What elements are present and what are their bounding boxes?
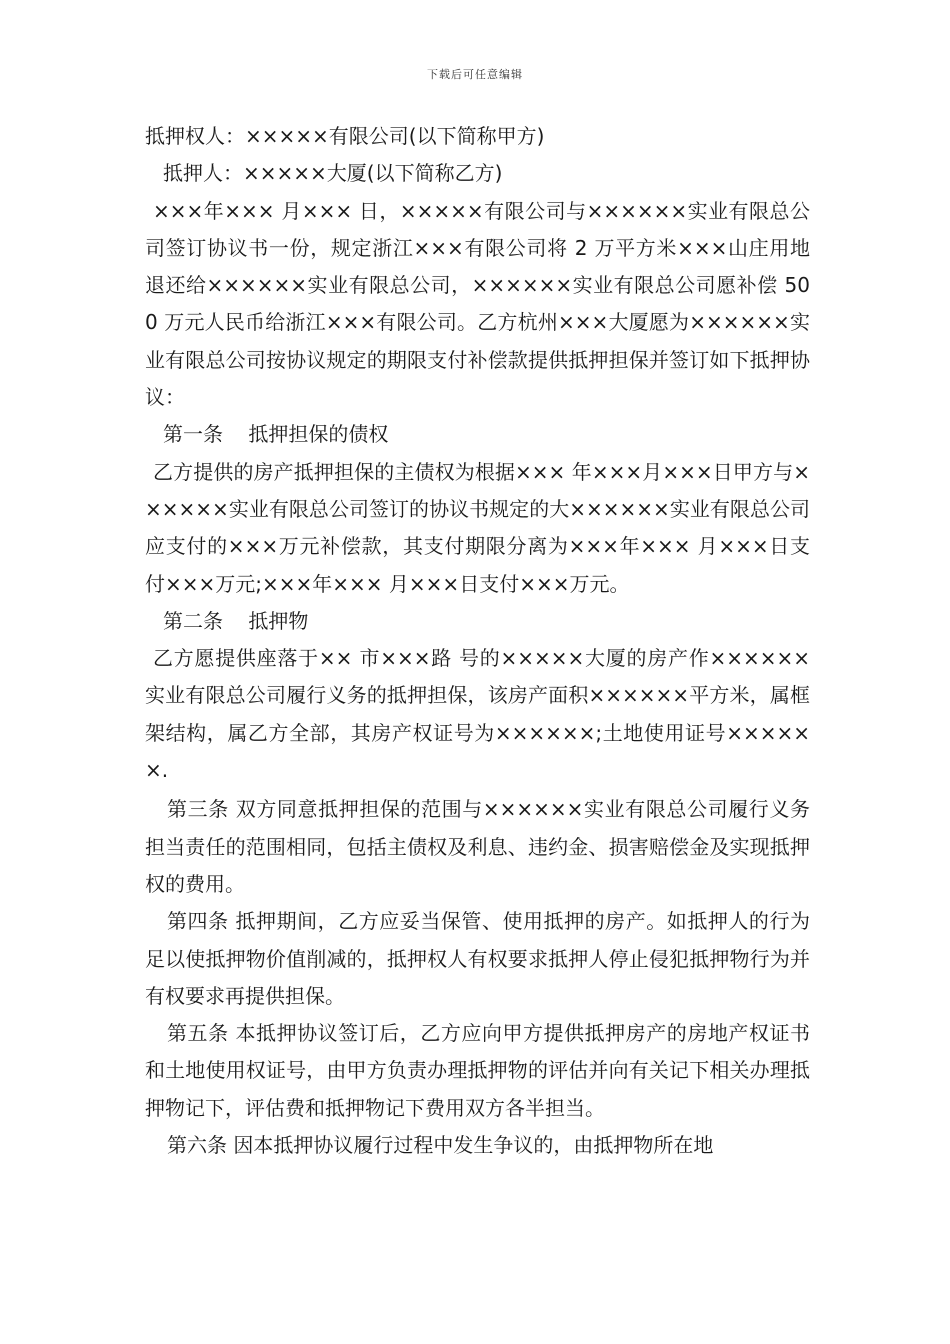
mortgagor-line: 抵押人：×××××大厦(以下简称乙方) [163, 161, 503, 186]
article-6-body: 第六条 因本抵押协议履行过程中发生争议的，由抵押物所在地 [167, 1133, 714, 1158]
preamble-paragraph: ×××年××× 月××× 日，×××××有限公司与××××××实业有限总公司签订协议书一份，规定浙江×××有限公司将 2 万平方米×××山庄用地退还给××××××实业有限总公司，××××××实业有限总公司愿补偿 500 万元人民币给浙江×××有限公司。乙方杭州×××大厦愿为××××××实业有限总公司按协议规定的期限支付补偿款提供抵押担保并签订如下抵押协议： [145, 198, 810, 410]
article-2-heading: 第二条 抵押物 [163, 608, 309, 633]
article-4-body: 第四条 抵押期间，乙方应妥当保管、使用抵押的房产。如抵押人的行为足以使抵押物价值削减的，抵押权人有权要求抵押人停止侵犯抵押物行为并有权要求再提供担保。 [145, 909, 810, 1008]
article-5-body: 第五条 本抵押协议签订后，乙方应向甲方提供抵押房产的房地产权证书和土地使用权证号，由甲方负责办理抵押物的评估并向有关记下相关办理抵押物记下，评估费和抵押物记下费用双方各半担当。 [145, 1021, 810, 1120]
header-note: 下载后可任意编辑 [427, 68, 523, 81]
article-1-body: 乙方提供的房产抵押担保的主债权为根据××× 年×××月×××日甲方与××××××实业有限总公司签订的协议书规定的大××××××实业有限总公司应支付的×××万元补偿款，其支付期限分离为×××年××× 月×××日支付×××万元;×××年××× 月×××日支付×××万元。 [145, 459, 810, 596]
article-1-heading: 第一条 抵押担保的债权 [163, 422, 389, 447]
contract-body [145, 118, 810, 1164]
mortgagee-line: 抵押权人：×××××有限公司(以下简称甲方) [145, 124, 545, 148]
article-2-body: 乙方愿提供座落于×× 市×××路 号的×××××大厦的房产作××××××实业有限总公司履行义务的抵押担保，该房产面积××××××平方米，属框架结构，属乙方全部，其房产权证号为××××××;土地使用证号××××××. [145, 646, 810, 783]
article-3-body: 第三条 双方同意抵押担保的范围与××××××实业有限总公司履行义务担当责任的范围相同，包括主债权及利息、违约金、损害赔偿金及实现抵押权的费用。 [145, 797, 810, 896]
